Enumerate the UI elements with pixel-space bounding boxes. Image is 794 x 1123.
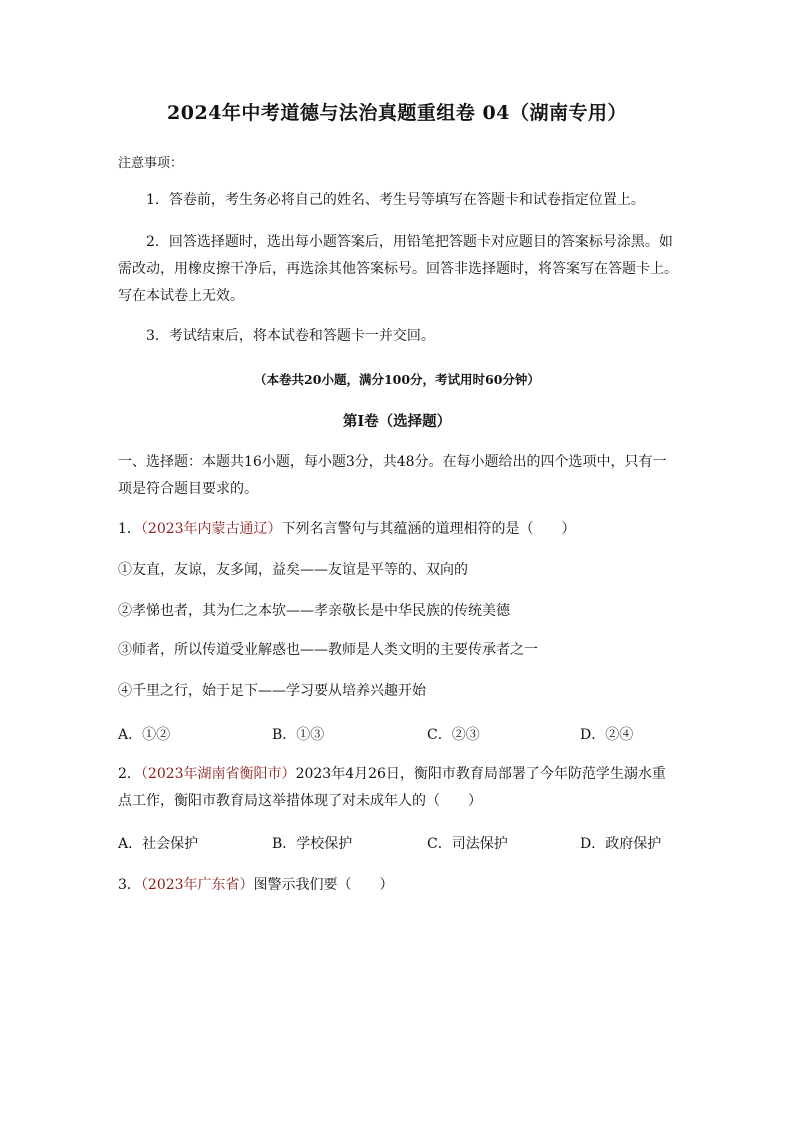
exam-info: （本卷共20小题，满分100分，考试用时60分钟） [254,372,540,387]
question-number: 1． [118,521,141,537]
option-b: B．①③ [272,727,325,743]
option-d: D．政府保护 [580,836,662,852]
statement-3: ③师者，所以传道受业解惑也——教师是人类文明的主要传承者之一 [118,642,538,658]
question-stem: 下列名言警句与其蕴涵的道理相符的是（ ） [281,521,576,537]
option-a: A．①② [118,727,171,743]
statement-4: ④千里之行，始于足下——学习要从培养兴趣开始 [118,683,426,699]
question-stem: 图警示我们要（ ） [253,877,394,893]
question-source: （2023年内蒙古通辽） [140,521,282,537]
question-source: （2023年广东省） [140,877,254,893]
option-d: D．②④ [580,727,634,743]
question-number: 3． [118,877,141,893]
question-2 [118,761,678,815]
statement-1: ①友直，友谅，友多闻，益矣——友谊是平等的、双向的 [118,562,468,578]
question-number: 2． [118,766,141,782]
option-a: A．社会保护 [118,836,199,852]
notice-item-3: 3．考试结束后，将本试卷和答题卡一并交回。 [146,328,435,344]
option-b: B．学校保护 [272,836,353,852]
question-1 [118,516,678,543]
section-title: 第Ⅰ卷（选择题） [342,413,452,430]
option-c: C．②③ [427,727,480,743]
option-c: C．司法保护 [427,836,508,852]
section-intro: 一、选择题：本题共16小题，每小题3分，共48分。在每小题给出的四个选项中，只有一项是符合题目要求的。 [118,454,667,497]
notice-heading: 注意事项： [118,156,184,171]
question-stem: 2023年4月26日，衡阳市教育局部署了今年防范学生溺水重点工作，衡阳市教育局这举措体现了对未成年人的（ ） [118,766,666,809]
question-source: （2023年湖南省衡阳市） [140,766,296,782]
page-title: 2024年中考道德与法治真题重组卷 04（湖南专用） [167,102,627,124]
question-3 [118,872,678,899]
notice-item-2: 2．回答选择题时，选出每小题答案后，用铅笔把答题卡对应题目的答案标号涂黑。如需改动，用橡皮擦干净后，再选涂其他答案标号。回答非选择题时，将答案写在答题卡上。写在本试卷上无效。 [118,234,678,304]
notice-item-1: 1．答卷前，考生务必将自己的姓名、考生号等填写在答题卡和试卷指定位置上。 [146,192,645,208]
statement-2: ②孝悌也者，其为仁之本欤——孝亲敬长是中华民族的传统美德 [118,603,510,619]
